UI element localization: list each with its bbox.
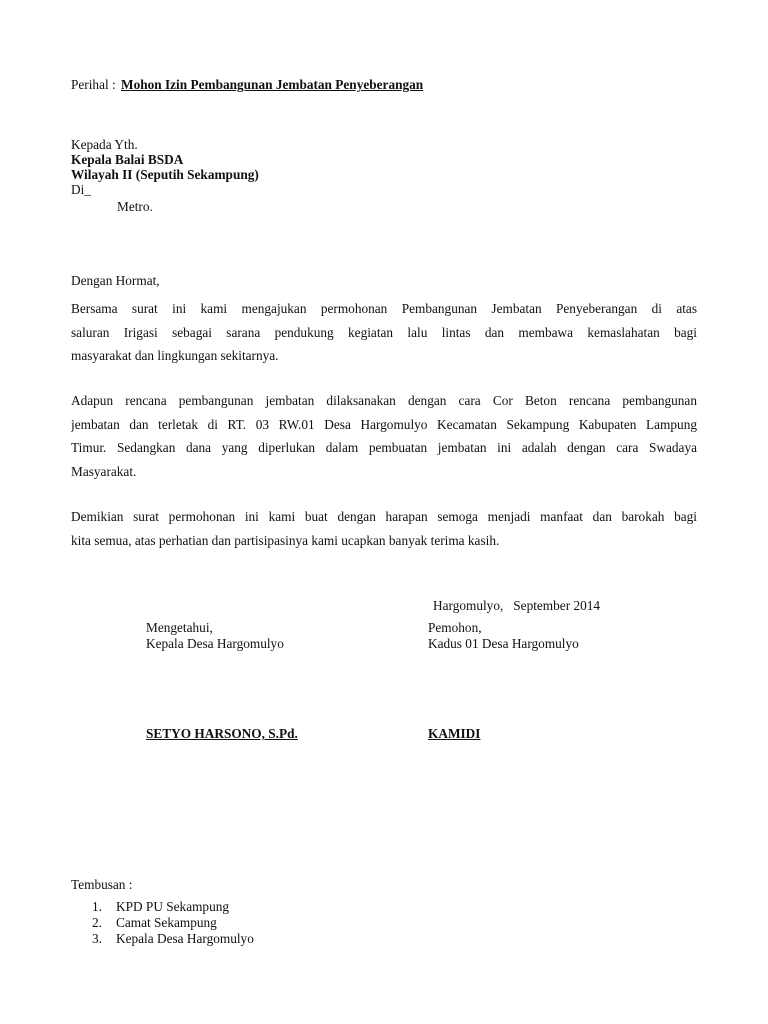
subject-text: Mohon Izin Pembangunan Jembatan Penyeberangan <box>121 77 424 92</box>
cc-item-number: 1. <box>92 899 102 914</box>
paragraph-line: Timur. Sedangkan dana yang diperlukan dalam pembuatan jembatan ini adalah dengan cara Swadaya <box>71 440 697 455</box>
greeting: Dengan Hormat, <box>71 273 160 288</box>
recipient-city: Metro. <box>117 199 153 214</box>
paragraph-line: Bersama surat ini kami mengajukan permohonan Pembangunan Jembatan Penyeberangan di atas <box>71 301 697 316</box>
subject-line <box>71 77 423 93</box>
subject-label: Perihal : <box>71 77 116 92</box>
recipient-name-line1: Kepala Balai BSDA <box>71 152 184 167</box>
paragraph-line: Masyarakat. <box>71 463 137 479</box>
cc-list-item <box>92 915 254 931</box>
paragraph-line: Adapun rencana pembangunan jembatan dilaksanakan dengan cara Cor Beton rencana pembangunan <box>71 393 697 408</box>
cc-item-text: KPD PU Sekampung <box>116 899 230 914</box>
cc-item-text: Kepala Desa Hargomulyo <box>116 931 254 946</box>
left-signatory-name: SETYO HARSONO, S.Pd. <box>146 726 298 741</box>
left-signatory-role1: Mengetahui, <box>146 620 213 635</box>
right-signatory-name: KAMIDI <box>428 726 481 741</box>
cc-item-number: 2. <box>92 915 102 930</box>
cc-list <box>92 899 254 947</box>
cc-list-item <box>92 931 254 947</box>
cc-item-number: 3. <box>92 931 102 946</box>
recipient-di: Di_ <box>71 182 91 197</box>
recipient-salutation: Kepada Yth. <box>71 137 138 152</box>
right-signatory-role1: Pemohon, <box>428 620 482 635</box>
cc-list-item <box>92 899 254 915</box>
place-date: Hargomulyo, September 2014 <box>433 598 601 613</box>
body-paragraph-2 <box>71 389 697 483</box>
body-paragraph-3 <box>71 505 697 552</box>
recipient-name-line2: Wilayah II (Seputih Sekampung) <box>71 167 259 182</box>
paragraph-line: kita semua, atas perhatian dan partisipasinya kami ucapkan banyak terima kasih. <box>71 532 500 548</box>
paragraph-line: jembatan dan terletak di RT. 03 RW.01 Desa Hargomulyo Kecamatan Sekampung Kabupaten Lampung <box>71 416 697 432</box>
body-paragraph-1 <box>71 297 697 368</box>
paragraph-line: masyarakat dan lingkungan sekitarnya. <box>71 348 279 363</box>
cc-item-text: Camat Sekampung <box>116 915 217 930</box>
left-signatory-role2: Kepala Desa Hargomulyo <box>146 636 284 651</box>
right-signatory-role2: Kadus 01 Desa Hargomulyo <box>428 636 579 651</box>
paragraph-line: saluran Irigasi sebagai sarana pendukung kegiatan lalu lintas dan membawa kemaslahatan bagi <box>71 324 697 340</box>
cc-label: Tembusan : <box>71 877 133 892</box>
paragraph-line: Demikian surat permohonan ini kami buat dengan harapan semoga menjadi manfaat dan barokah bagi <box>71 509 697 524</box>
